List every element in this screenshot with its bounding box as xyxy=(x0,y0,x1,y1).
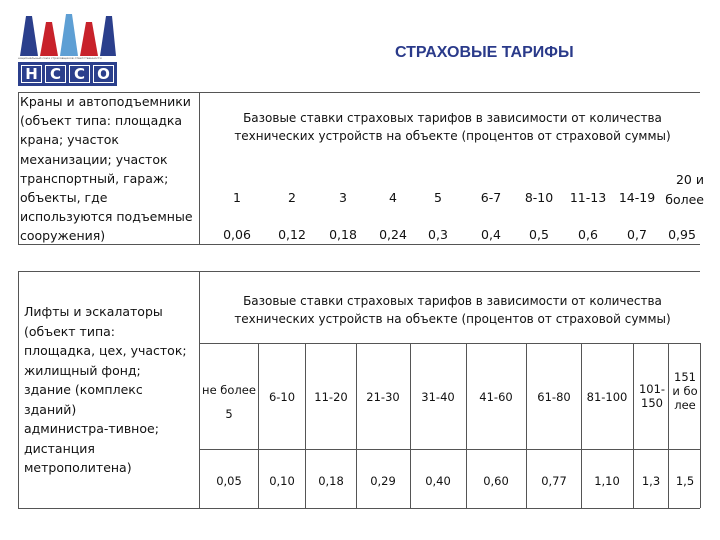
divider xyxy=(199,449,700,450)
value-cell: 0,05 xyxy=(216,474,242,488)
divider xyxy=(258,343,259,508)
value-cell: 0,18 xyxy=(318,474,344,488)
divider xyxy=(199,343,700,344)
value-cell: 0,18 xyxy=(329,227,357,242)
divider xyxy=(18,271,700,272)
divider xyxy=(410,343,411,508)
logo-letter: С xyxy=(45,65,66,83)
value-cell: 0,10 xyxy=(269,474,295,488)
divider xyxy=(356,343,357,508)
value-cell: 0,95 xyxy=(668,227,696,242)
divider xyxy=(18,92,19,244)
value-cell: 0,7 xyxy=(627,227,647,242)
section-1-label: Краны и автоподъемники (объект типа: площадка крана; участок механизации; участок транспортный, гараж; объекты, где используются подъемные сооружения) xyxy=(20,94,193,244)
logo-tagline: национальный союз страховщиков ответственности xyxy=(18,56,102,60)
value-cell: 0,60 xyxy=(483,474,509,488)
ncso-logo xyxy=(18,12,118,90)
header-cell: 101-150 xyxy=(638,382,666,410)
header-cell: 11-20 xyxy=(314,390,348,404)
divider xyxy=(199,271,200,508)
value-cell: 0,77 xyxy=(541,474,567,488)
header-cell: 11-13 xyxy=(569,190,607,205)
divider xyxy=(466,343,467,508)
divider xyxy=(581,343,582,508)
header-cell: 6-10 xyxy=(268,390,296,404)
value-cell: 0,06 xyxy=(223,227,251,242)
header-cell: 81-100 xyxy=(586,390,628,404)
logo-letters xyxy=(18,62,117,86)
header-cell: 6-7 xyxy=(480,190,502,205)
value-cell: 0,4 xyxy=(481,227,501,242)
divider xyxy=(526,343,527,508)
value-cell: 0,24 xyxy=(379,227,407,242)
logo-letter: О xyxy=(93,65,114,83)
header-cell: 20 и более xyxy=(665,172,704,207)
divider xyxy=(18,508,700,509)
header-cell: 41-60 xyxy=(479,390,513,404)
value-cell: 0,12 xyxy=(278,227,306,242)
header-cell: 2 xyxy=(288,190,296,205)
value-cell: 0,6 xyxy=(578,227,598,242)
divider xyxy=(668,343,669,508)
section-1-caption: Базовые ставки страховых тарифов в зависимости от количества технических устройств на объекте (процентов от страховой суммы) xyxy=(234,111,671,143)
value-cell: 0,3 xyxy=(428,227,448,242)
divider xyxy=(633,343,634,508)
section-2-label: Лифты и эскалаторы (объект типа: площадка, цех, участок; жилищный фонд; здание (комплекс зданий) администра-тивное; дистанция метрополитена) xyxy=(24,304,187,475)
header-cell: 3 xyxy=(339,190,347,205)
divider xyxy=(305,343,306,508)
section-2-caption: Базовые ставки страховых тарифов в зависимости от количества технических устройств на объекте (процентов от страховой суммы) xyxy=(234,294,671,326)
header-cell: 5 xyxy=(434,190,442,205)
value-cell: 0,5 xyxy=(529,227,549,242)
page-title: СТРАХОВЫЕ ТАРИФЫ xyxy=(395,44,574,61)
header-cell: 4 xyxy=(389,190,397,205)
divider xyxy=(18,271,19,508)
logo-emblem-icon xyxy=(18,12,118,56)
header-cell: 21-30 xyxy=(366,390,400,404)
divider xyxy=(199,92,200,244)
logo-letter: С xyxy=(69,65,90,83)
header-cell: 1 xyxy=(233,190,241,205)
value-cell: 1,5 xyxy=(675,474,695,488)
header-cell: 14-19 xyxy=(618,190,656,205)
header-cell: 61-80 xyxy=(537,390,571,404)
header-cell: 31-40 xyxy=(421,390,455,404)
value-cell: 1,3 xyxy=(641,474,661,488)
header-cell: 8-10 xyxy=(524,190,554,205)
value-cell: 1,10 xyxy=(594,474,620,488)
divider xyxy=(700,343,701,508)
header-cell: 151 и более xyxy=(672,370,698,412)
value-cell: 0,40 xyxy=(425,474,451,488)
header-cell: не более 5 xyxy=(202,383,256,421)
logo-letter: Н xyxy=(21,65,42,83)
value-cell: 0,29 xyxy=(370,474,396,488)
